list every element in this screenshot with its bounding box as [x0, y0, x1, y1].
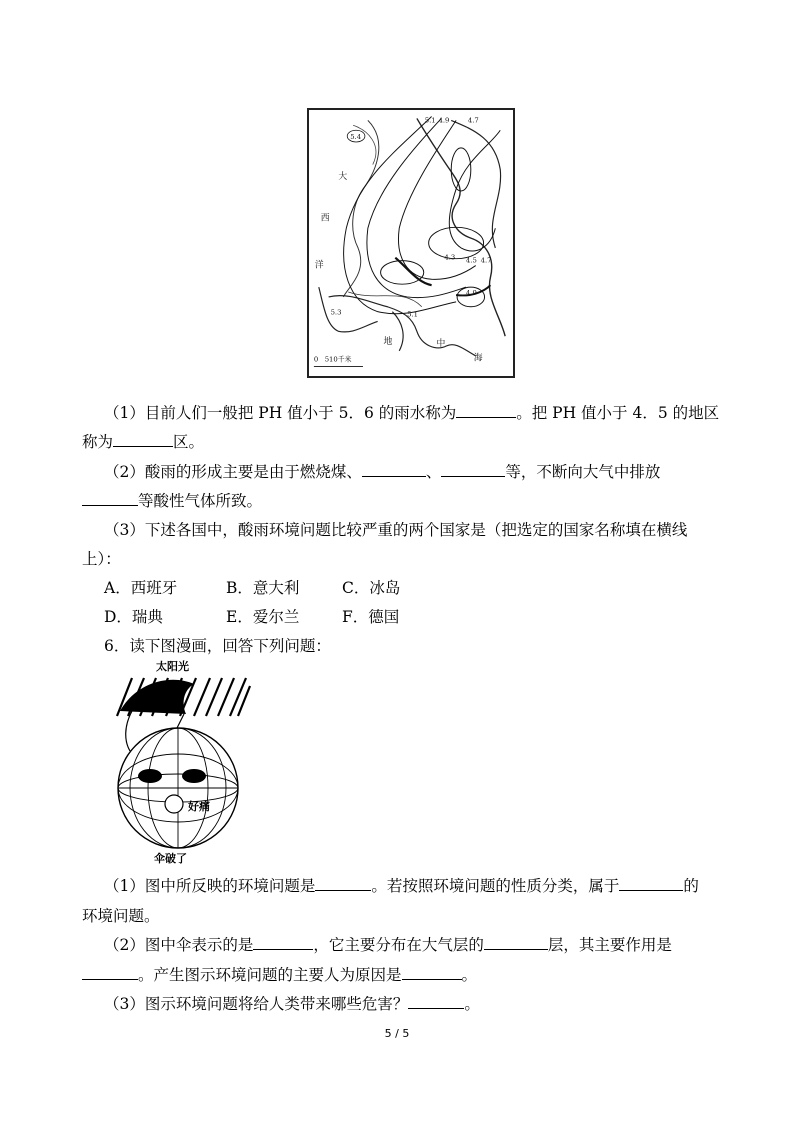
section1-q2-line1: （2）酸雨的形成主要是由于燃烧煤、 、 等，不断向大气中排放 — [104, 463, 661, 481]
option-f: F．德国 — [342, 608, 400, 626]
option-e: E．爱尔兰 — [226, 608, 300, 626]
answer-blank[interactable] — [408, 994, 464, 1009]
mouth — [165, 795, 183, 813]
map-svg — [309, 110, 513, 376]
iso-label: 5.1 — [407, 310, 418, 319]
sea-char: 海 — [473, 353, 483, 364]
section1-q3-line2: 上）： — [82, 550, 121, 568]
answer-blank[interactable] — [456, 403, 516, 418]
iso-label: 4.9 — [438, 116, 450, 125]
answer-blank[interactable] — [441, 462, 505, 477]
section2-heading: 6．读下图漫画，回答下列问题： — [104, 637, 331, 655]
answer-blank[interactable] — [484, 935, 548, 950]
answer-blank[interactable] — [253, 935, 313, 950]
acid-rain-map — [307, 108, 515, 378]
option-c: C．冰岛 — [342, 579, 401, 597]
ocean-char: 洋 — [314, 260, 324, 271]
sea-char: 中 — [436, 338, 446, 349]
scale-label: 510千米 — [324, 355, 352, 364]
answer-blank[interactable] — [315, 876, 371, 891]
cartoon-broken-label: 伞破了 — [154, 852, 187, 865]
section2-q3-line: （3）图示环境问题将给人类带来哪些危害？ 。 — [104, 995, 480, 1013]
iso-label: 5.1 — [424, 116, 436, 125]
option-b: B．意大利 — [226, 579, 300, 597]
iso-label: 4.9 — [465, 288, 477, 297]
umbrella-shape — [120, 680, 194, 714]
option-d: D．瑞典 — [104, 608, 163, 626]
sea-char: 地 — [383, 337, 393, 348]
iso-label: 4.5 — [465, 256, 477, 265]
section1-q3-line1: （3）下述各国中，酸雨环境问题比较严重的两个国家是（把选定的国家名称填在横线 — [104, 521, 688, 539]
section1-q2-line2: 等酸性气体所致。 — [82, 491, 262, 511]
iso-label: 4.7 — [480, 256, 492, 265]
page-number: 5 / 5 — [384, 1027, 410, 1040]
ozone-cartoon — [112, 656, 252, 866]
answer-blank[interactable] — [113, 432, 173, 447]
ocean-char: 大 — [338, 172, 348, 183]
answer-blank[interactable] — [362, 462, 426, 477]
section1-q1-line1: （1）目前人们一般把 PH 值小于 5．6 的雨水称为 。把 PH 值小于 4．5 的地区 — [104, 404, 720, 422]
left-eye — [138, 769, 162, 783]
cartoon-svg — [112, 656, 252, 866]
answer-blank[interactable] — [619, 876, 683, 891]
section1-q1-line2: 称为 区。 — [82, 433, 205, 451]
answer-blank[interactable] — [82, 491, 138, 506]
iso-label: 4.3 — [444, 253, 456, 262]
section2-q1-line2: 环境问题。 — [82, 907, 160, 925]
iso-label: 5.4 — [350, 133, 362, 142]
option-a: A．西班牙 — [104, 579, 178, 597]
answer-blank[interactable] — [82, 965, 138, 980]
ocean-char: 西 — [320, 213, 330, 224]
iso-label: 5.3 — [330, 308, 342, 317]
cartoon-pain-label: 好痛 — [188, 800, 210, 813]
section2-q1-line1: （1）图中所反映的环境问题是 。若按照环境问题的性质分类，属于 的 — [104, 877, 699, 895]
answer-blank[interactable] — [402, 965, 462, 980]
section2-q2-line2: 。产生图示环境问题的主要人为原因是 。 — [82, 965, 477, 985]
right-eye — [182, 769, 206, 783]
cartoon-sunlight-label: 太阳光 — [156, 660, 189, 673]
iso-label: 4.7 — [467, 116, 479, 125]
scale-zero: 0 — [313, 355, 319, 364]
section2-q2-line1: （2）图中伞表示的是 ，它主要分布在大气层的 层，其主要作用是 — [104, 936, 672, 954]
